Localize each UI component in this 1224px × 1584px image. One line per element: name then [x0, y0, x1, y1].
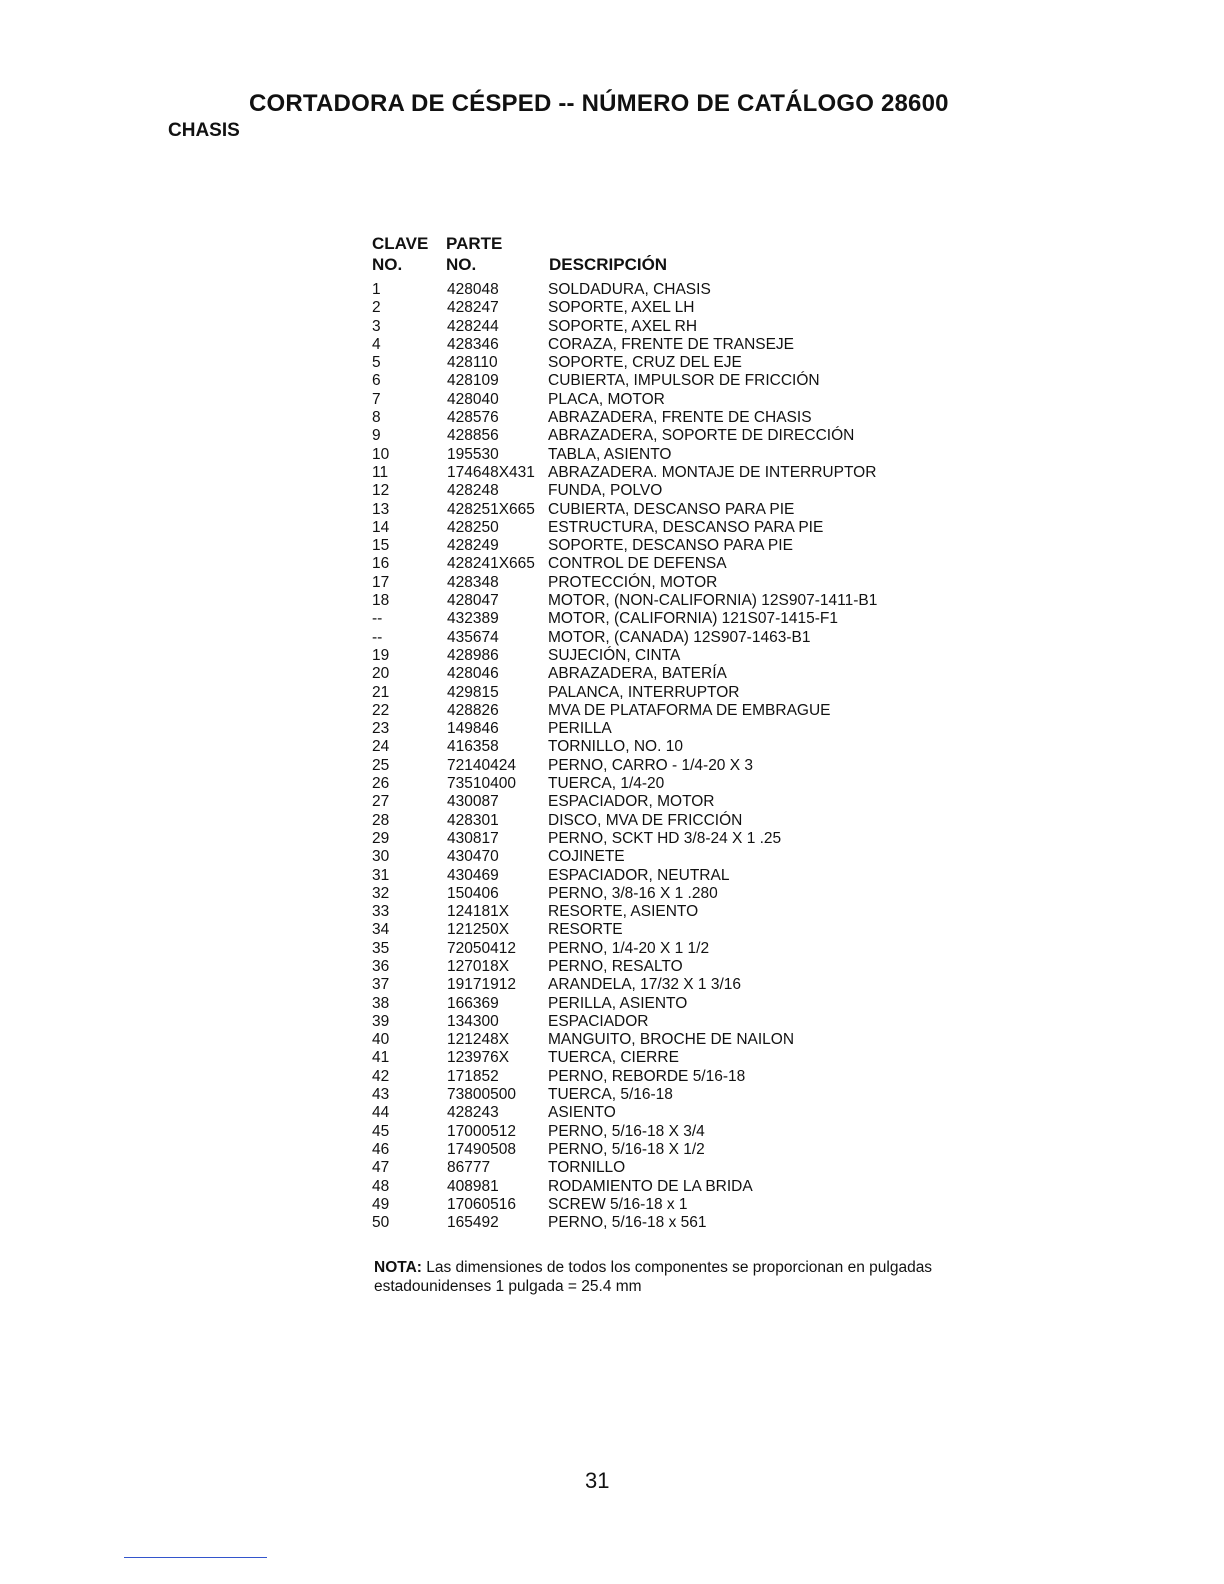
- table-row: [372, 867, 952, 885]
- key-number: --: [372, 610, 383, 628]
- part-number: 121250X: [447, 921, 510, 939]
- key-number: 44: [372, 1104, 390, 1122]
- key-number: 46: [372, 1140, 390, 1158]
- table-row: [372, 427, 952, 445]
- part-number: 432389: [447, 610, 499, 628]
- part-number: 430087: [447, 793, 499, 811]
- part-description: COJINETE: [548, 848, 625, 866]
- part-number: 171852: [447, 1067, 499, 1085]
- part-number: 150406: [447, 884, 499, 902]
- part-description: MVA DE PLATAFORMA DE EMBRAGUE: [548, 701, 831, 719]
- table-row: [372, 702, 952, 720]
- part-description: PERNO, REBORDE 5/16-18: [548, 1067, 746, 1085]
- table-row: [372, 684, 952, 702]
- table-row: [372, 1049, 952, 1067]
- part-description: DISCO, MVA DE FRICCIÓN: [548, 811, 743, 829]
- part-number: 428856: [447, 427, 499, 445]
- part-description: ABRAZADERA, FRENTE DE CHASIS: [548, 409, 812, 427]
- column-header-key-line1: CLAVE: [372, 234, 429, 253]
- part-number: 428249: [447, 537, 499, 555]
- part-number: 428301: [447, 811, 499, 829]
- part-description: TUERCA, 1/4-20: [548, 775, 665, 793]
- column-header-description: DESCRIPCIÓN: [549, 255, 668, 274]
- table-row: [372, 1214, 952, 1232]
- part-number: 149846: [447, 720, 499, 738]
- part-number: 428243: [447, 1104, 499, 1122]
- part-number: 17000512: [447, 1122, 516, 1140]
- parts-list: [372, 281, 952, 1232]
- part-description: SOPORTE, DESCANSO PARA PIE: [548, 537, 793, 555]
- part-description: PERNO, 5/16-18 X 1/2: [548, 1140, 705, 1158]
- table-row: [372, 501, 952, 519]
- part-description: ESTRUCTURA, DESCANSO PARA PIE: [548, 518, 824, 536]
- table-row: [372, 812, 952, 830]
- part-number: 428251X665: [447, 500, 535, 518]
- part-number: 428109: [447, 372, 499, 390]
- part-description: CORAZA, FRENTE DE TRANSEJE: [548, 335, 795, 353]
- table-row: [372, 299, 952, 317]
- key-number: 17: [372, 573, 390, 591]
- key-number: 5: [372, 354, 381, 372]
- part-description: PERNO, 1/4-20 X 1 1/2: [548, 939, 710, 957]
- key-number: 41: [372, 1049, 390, 1067]
- table-row: [372, 610, 952, 628]
- table-row: [372, 354, 952, 372]
- part-number: 428046: [447, 665, 499, 683]
- key-number: 22: [372, 701, 390, 719]
- part-number: 428250: [447, 518, 499, 536]
- key-number: 3: [372, 317, 381, 335]
- part-number: 428244: [447, 317, 499, 335]
- part-number: 123976X: [447, 1049, 510, 1067]
- part-number: 428346: [447, 335, 499, 353]
- key-number: --: [372, 628, 383, 646]
- key-number: 26: [372, 775, 390, 793]
- key-number: 1: [372, 281, 381, 298]
- table-row: [372, 555, 952, 573]
- part-description: TUERCA, 5/16-18: [548, 1086, 673, 1104]
- part-description: RODAMIENTO DE LA BRIDA: [548, 1177, 753, 1195]
- part-number: 428110: [447, 354, 498, 372]
- key-number: 6: [372, 372, 381, 390]
- part-number: 428047: [447, 592, 499, 610]
- part-description: PERNO, CARRO - 1/4-20 X 3: [548, 756, 754, 774]
- part-description: ESPACIADOR, NEUTRAL: [548, 866, 730, 884]
- key-number: 23: [372, 720, 390, 738]
- part-number: 428826: [447, 701, 499, 719]
- key-number: 39: [372, 1012, 390, 1030]
- note: [374, 1258, 934, 1296]
- part-number: 195530: [447, 445, 499, 463]
- table-row: [372, 903, 952, 921]
- part-description: PERNO, 5/16-18 x 561: [548, 1214, 707, 1232]
- part-number: 428241X665: [447, 555, 535, 573]
- part-description: SUJECIÓN, CINTA: [548, 646, 681, 664]
- key-number: 40: [372, 1031, 390, 1049]
- part-number: 428248: [447, 482, 499, 500]
- table-row: [372, 1104, 952, 1122]
- key-number: 16: [372, 555, 390, 573]
- part-description: CONTROL DE DEFENSA: [548, 555, 727, 573]
- table-row: [372, 1178, 952, 1196]
- key-number: 48: [372, 1177, 390, 1195]
- part-number: 428576: [447, 409, 499, 427]
- key-number: 19: [372, 646, 390, 664]
- table-row: [372, 921, 952, 939]
- table-row: [372, 482, 952, 500]
- key-number: 13: [372, 500, 390, 518]
- column-header-key-line2: NO.: [372, 255, 403, 274]
- part-description: PERNO, 5/16-18 X 3/4: [548, 1122, 705, 1140]
- part-description: CUBIERTA, DESCANSO PARA PIE: [548, 500, 795, 518]
- part-number: 430470: [447, 848, 499, 866]
- part-description: PERILLA: [548, 720, 612, 738]
- table-row: [372, 940, 952, 958]
- part-number: 428348: [447, 573, 499, 591]
- part-description: SOPORTE, CRUZ DEL EJE: [548, 354, 742, 372]
- key-number: 25: [372, 756, 390, 774]
- key-number: 14: [372, 518, 390, 536]
- note-text: Las dimensiones de todos los componentes se proporcionan en pulgadas estadounidenses 1 pulgada = 25.4 mm: [374, 1259, 933, 1295]
- part-number: 19171912: [447, 976, 516, 994]
- key-number: 10: [372, 445, 390, 463]
- column-header-part-line1: PARTE: [446, 234, 503, 253]
- part-description: MOTOR, (CANADA) 12S907-1463-B1: [548, 628, 811, 646]
- part-description: PERNO, RESALTO: [548, 957, 683, 975]
- part-description: MANGUITO, BROCHE DE NAILON: [548, 1031, 795, 1049]
- key-number: 49: [372, 1195, 390, 1213]
- table-row: [372, 976, 952, 994]
- table-row: [372, 1159, 952, 1177]
- part-description: ESPACIADOR, MOTOR: [548, 793, 715, 811]
- key-number: 11: [372, 463, 389, 481]
- part-number: 72050412: [447, 939, 516, 957]
- key-number: 42: [372, 1067, 390, 1085]
- part-description: PERNO, 3/8-16 X 1 .280: [548, 884, 718, 902]
- part-description: MOTOR, (NON-CALIFORNIA) 12S907-1411-B1: [548, 592, 878, 610]
- part-description: ASIENTO: [548, 1104, 616, 1122]
- table-row: [372, 409, 952, 427]
- part-number: 127018X: [447, 957, 510, 975]
- column-header-part-line2: NO.: [446, 255, 477, 274]
- key-number: 24: [372, 738, 390, 756]
- table-row: [372, 446, 952, 464]
- section-title: CHASIS: [168, 120, 240, 141]
- key-number: 30: [372, 848, 390, 866]
- part-description: TORNILLO, NO. 10: [548, 738, 683, 756]
- part-description: PALANCA, INTERRUPTOR: [548, 683, 740, 701]
- part-number: 86777: [447, 1159, 491, 1177]
- table-row: [372, 958, 952, 976]
- part-number: 174648X431: [447, 463, 535, 481]
- part-number: 428040: [447, 390, 499, 408]
- key-number: 29: [372, 829, 390, 847]
- part-description: SOPORTE, AXEL LH: [548, 299, 695, 317]
- table-row: [372, 757, 952, 775]
- table-row: [372, 537, 952, 555]
- key-number: 43: [372, 1086, 390, 1104]
- table-row: [372, 1031, 952, 1049]
- key-number: 31: [372, 866, 390, 884]
- key-number: 7: [372, 390, 381, 408]
- table-row: [372, 995, 952, 1013]
- key-number: 27: [372, 793, 390, 811]
- part-description: TORNILLO: [548, 1159, 626, 1177]
- part-description: SOPORTE, AXEL RH: [548, 317, 698, 335]
- part-number: 73800500: [447, 1086, 516, 1104]
- part-description: ESPACIADOR: [548, 1012, 649, 1030]
- table-row: [372, 1196, 952, 1214]
- table-row: [372, 372, 952, 390]
- key-number: 8: [372, 409, 381, 427]
- table-row: [372, 793, 952, 811]
- part-description: RESORTE: [548, 921, 623, 939]
- key-number: 4: [372, 335, 381, 353]
- key-number: 18: [372, 592, 390, 610]
- part-number: 124181X: [447, 903, 510, 921]
- part-number: 72140424: [447, 756, 516, 774]
- part-number: 73510400: [447, 775, 516, 793]
- part-number: 429815: [447, 683, 499, 701]
- table-row: [372, 318, 952, 336]
- key-number: 20: [372, 665, 390, 683]
- part-description: SCREW 5/16-18 x 1: [548, 1195, 688, 1213]
- table-row: [372, 848, 952, 866]
- table-row: [372, 647, 952, 665]
- key-number: 45: [372, 1122, 390, 1140]
- part-number: 428048: [447, 281, 499, 298]
- part-number: 430469: [447, 866, 499, 884]
- table-row: [372, 720, 952, 738]
- part-number: 166369: [447, 994, 499, 1012]
- part-number: 17490508: [447, 1140, 516, 1158]
- page-number: 31: [585, 1468, 610, 1493]
- part-number: 165492: [447, 1214, 499, 1232]
- part-description: PROTECCIÓN, MOTOR: [548, 573, 718, 591]
- part-description: SOLDADURA, CHASIS: [548, 281, 711, 298]
- part-description: TABLA, ASIENTO: [548, 445, 672, 463]
- key-number: 28: [372, 811, 390, 829]
- part-description: TUERCA, CIERRE: [548, 1049, 679, 1067]
- part-description: PERILLA, ASIENTO: [548, 994, 688, 1012]
- part-number: 134300: [447, 1012, 499, 1030]
- key-number: 32: [372, 884, 390, 902]
- table-row: [372, 1123, 952, 1141]
- table-row: [372, 281, 952, 299]
- part-description: FUNDA, POLVO: [548, 482, 663, 500]
- table-row: [372, 574, 952, 592]
- table-row: [372, 1013, 952, 1031]
- part-number: 435674: [447, 628, 499, 646]
- part-description: PLACA, MOTOR: [548, 390, 665, 408]
- key-number: 35: [372, 939, 390, 957]
- part-description: ABRAZADERA, BATERÍA: [548, 665, 727, 683]
- key-number: 9: [372, 427, 381, 445]
- part-description: ABRAZADERA. MONTAJE DE INTERRUPTOR: [548, 463, 877, 481]
- part-description: CUBIERTA, IMPULSOR DE FRICCIÓN: [548, 372, 820, 390]
- table-row: [372, 665, 952, 683]
- key-number: 47: [372, 1159, 390, 1177]
- table-row: [372, 464, 952, 482]
- key-number: 38: [372, 994, 390, 1012]
- table-row: [372, 519, 952, 537]
- key-number: 12: [372, 482, 390, 500]
- part-number: 428247: [447, 299, 499, 317]
- part-number: 408981: [447, 1177, 499, 1195]
- part-number: 430817: [447, 829, 499, 847]
- note-label: NOTA:: [374, 1259, 422, 1276]
- key-number: 21: [372, 683, 390, 701]
- key-number: 34: [372, 921, 390, 939]
- table-row: [372, 336, 952, 354]
- part-description: RESORTE, ASIENTO: [548, 903, 699, 921]
- part-number: 428986: [447, 646, 499, 664]
- table-row: [372, 885, 952, 903]
- part-description: ARANDELA, 17/32 X 1 3/16: [548, 976, 742, 994]
- footer-divider: [124, 1557, 267, 1558]
- key-number: 36: [372, 957, 390, 975]
- table-row: [372, 738, 952, 756]
- table-row: [372, 1141, 952, 1159]
- key-number: 15: [372, 537, 390, 555]
- part-number: 121248X: [447, 1031, 510, 1049]
- key-number: 2: [372, 299, 381, 317]
- part-number: 416358: [447, 738, 499, 756]
- part-description: PERNO, SCKT HD 3/8-24 X 1 .25: [548, 829, 782, 847]
- key-number: 37: [372, 976, 390, 994]
- table-row: [372, 1068, 952, 1086]
- key-number: 33: [372, 903, 390, 921]
- part-description: MOTOR, (CALIFORNIA) 121S07-1415-F1: [548, 610, 838, 628]
- table-row: [372, 391, 952, 409]
- key-number: 50: [372, 1214, 390, 1232]
- table-row: [372, 629, 952, 647]
- part-description: ABRAZADERA, SOPORTE DE DIRECCIÓN: [548, 427, 855, 445]
- table-row: [372, 592, 952, 610]
- part-number: 17060516: [447, 1195, 516, 1213]
- page-title: CORTADORA DE CÉSPED -- NÚMERO DE CATÁLOGO 28600: [249, 90, 949, 117]
- table-row: [372, 1086, 952, 1104]
- table-row: [372, 830, 952, 848]
- table-row: [372, 775, 952, 793]
